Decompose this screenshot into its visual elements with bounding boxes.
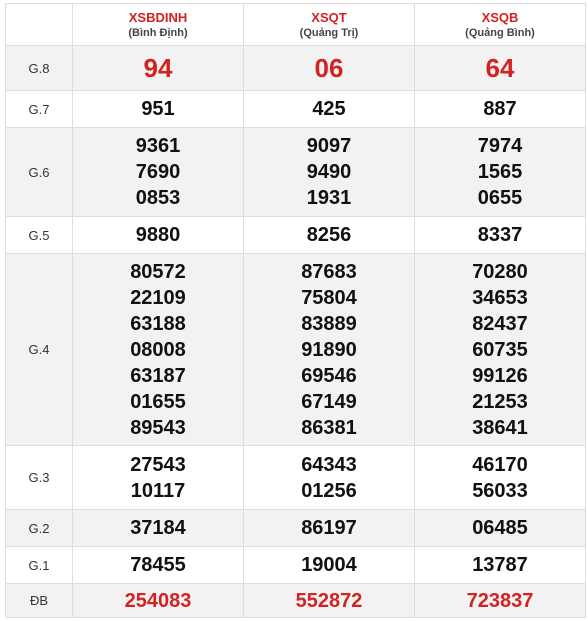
province-code-link[interactable]: XSBDINH: [128, 10, 188, 25]
prize-number: 06485: [472, 517, 528, 539]
prize-number: 7974: [477, 135, 523, 157]
lottery-results-table: [5, 3, 586, 618]
prize-number: 37184: [130, 517, 186, 539]
prize-number: 69546: [301, 364, 357, 387]
prize-label: G.5: [6, 217, 73, 254]
prize-number: 80572: [130, 260, 186, 283]
prize-number: 87683: [301, 260, 357, 283]
prize-cell: [244, 584, 415, 618]
prize-cell: [415, 217, 586, 254]
prize-cell: [244, 91, 415, 128]
prize-number: 56033: [472, 479, 528, 502]
prize-number: 951: [141, 98, 175, 120]
prize-cell: [73, 46, 244, 91]
prize-number: 27543: [130, 453, 186, 476]
prize-number: 8337: [477, 224, 523, 246]
prize-row-special: [6, 584, 586, 618]
prize-number: 70280: [472, 260, 528, 283]
prize-number: 01256: [301, 479, 357, 502]
prize-number: 9097: [306, 135, 352, 157]
prize-number: 06: [314, 53, 344, 83]
prize-cell: [415, 547, 586, 584]
prize-number: 86381: [301, 416, 357, 439]
prize-label: G.6: [6, 128, 73, 217]
special-prize-number: 254083: [124, 589, 192, 612]
prize-number: 425: [312, 98, 346, 120]
prize-row-g8: [6, 46, 586, 91]
header-corner: [6, 4, 73, 46]
prize-number: 46170: [472, 453, 528, 476]
prize-row-g6: [6, 128, 586, 217]
prize-cell: [73, 547, 244, 584]
prize-number: 99126: [472, 364, 528, 387]
prize-number: 63187: [130, 364, 186, 387]
prize-cell: [73, 254, 244, 446]
prize-cell: [415, 46, 586, 91]
prize-number: 86197: [301, 517, 357, 539]
prize-cell: [244, 217, 415, 254]
prize-number: 9880: [135, 224, 181, 246]
province-name: (Quảng Bình): [465, 27, 535, 39]
prize-number: 01655: [130, 390, 186, 413]
prize-number: 9490: [306, 161, 352, 183]
prize-cell: [244, 128, 415, 217]
prize-number: 94: [143, 53, 173, 83]
prize-number: 63188: [130, 312, 186, 335]
prize-number: 89543: [130, 416, 186, 439]
prize-row-g2: [6, 510, 586, 547]
prize-label: G.1: [6, 547, 73, 584]
prize-cell: [415, 91, 586, 128]
prize-number: 91890: [301, 338, 357, 361]
prize-number: 08008: [130, 338, 186, 361]
prize-label: G.7: [6, 91, 73, 128]
prize-row-g3: [6, 446, 586, 510]
prize-cell: [244, 510, 415, 547]
prize-cell: [73, 510, 244, 547]
prize-number: 64: [485, 53, 515, 83]
province-code-link[interactable]: XSQT: [311, 10, 347, 25]
province-name: (Bình Định): [128, 27, 188, 39]
prize-cell: [73, 584, 244, 618]
prize-number: 7690: [135, 161, 181, 183]
prize-number: 38641: [472, 416, 528, 439]
province-code-link[interactable]: XSQB: [481, 10, 519, 25]
prize-cell: [73, 128, 244, 217]
prize-cell: [415, 254, 586, 446]
province-header-3: [415, 4, 586, 46]
prize-number: 75804: [301, 286, 357, 309]
prize-number: 0853: [135, 187, 181, 209]
prize-number: 21253: [472, 390, 528, 413]
prize-number: 0655: [477, 187, 523, 209]
prize-cell: [415, 128, 586, 217]
prize-number: 60735: [472, 338, 528, 361]
prize-row-g1: [6, 547, 586, 584]
prize-number: 19004: [301, 554, 357, 576]
prize-number: 10117: [130, 479, 186, 502]
prize-cell: [244, 547, 415, 584]
prize-number: 13787: [472, 554, 528, 576]
prize-number: 82437: [472, 312, 528, 335]
prize-number: 8256: [306, 224, 352, 246]
prize-label: G.3: [6, 446, 73, 510]
prize-label: G.4: [6, 254, 73, 446]
prize-cell: [73, 91, 244, 128]
prize-number: 34653: [472, 286, 528, 309]
special-prize-number: 723837: [466, 589, 534, 612]
prize-cell: [244, 46, 415, 91]
header-row: [6, 4, 586, 46]
prize-cell: [244, 446, 415, 510]
prize-number: 1565: [477, 161, 523, 183]
province-header-1: [73, 4, 244, 46]
prize-number: 67149: [301, 390, 357, 413]
prize-cell: [415, 446, 586, 510]
province-name: (Quảng Trị): [299, 27, 359, 39]
prize-cell: [73, 217, 244, 254]
prize-cell: [73, 446, 244, 510]
prize-label: G.8: [6, 46, 73, 91]
special-prize-number: 552872: [295, 589, 363, 612]
prize-row-g7: [6, 91, 586, 128]
prize-cell: [244, 254, 415, 446]
prize-cell: [415, 510, 586, 547]
prize-cell: [415, 584, 586, 618]
prize-row-g5: [6, 217, 586, 254]
prize-number: 64343: [301, 453, 357, 476]
prize-number: 78455: [130, 554, 186, 576]
prize-row-g4: [6, 254, 586, 446]
prize-number: 9361: [135, 135, 181, 157]
province-header-2: [244, 4, 415, 46]
prize-label: G.2: [6, 510, 73, 547]
prize-number: 83889: [301, 312, 357, 335]
prize-number: 887: [483, 98, 517, 120]
prize-label: ĐB: [6, 584, 73, 618]
prize-number: 1931: [306, 187, 352, 209]
prize-number: 22109: [130, 286, 186, 309]
